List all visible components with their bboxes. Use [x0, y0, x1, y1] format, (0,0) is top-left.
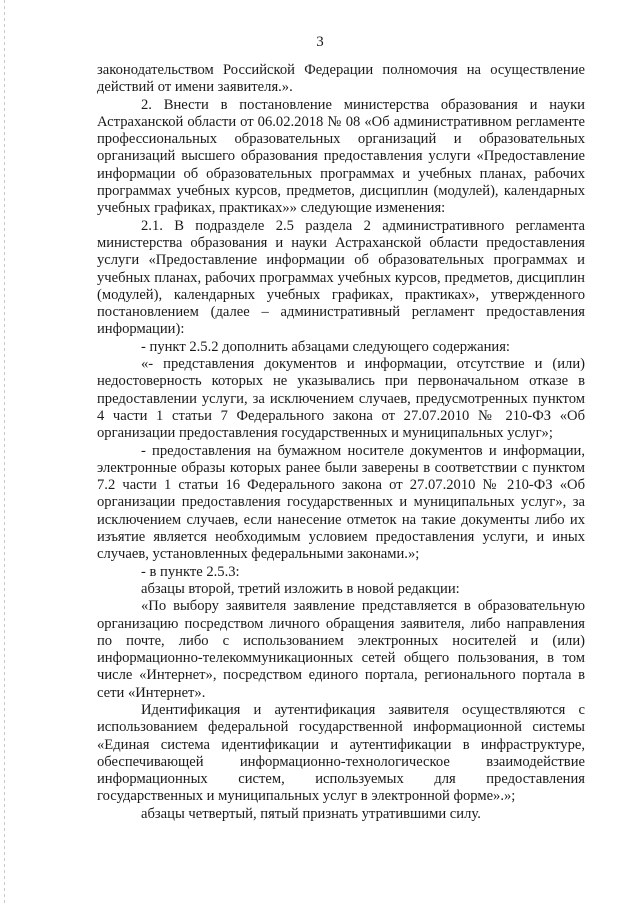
- paragraph-point-2-5-3: - в пункте 2.5.3:: [141, 563, 240, 580]
- paragraph-repeal: абзацы четвертый, пятый признать утратившими силу.: [141, 805, 481, 822]
- paragraph-identification: Идентификация и аутентификация заявителя осуществляются с использованием федеральной государственной информационной системы «Единая система идентификации и аутентификации в инфраструктуре, обеспечивающей информационно-технологическое взаимодействие информационных систем, используемых для предоставления государственных и муниципальных услуг в электронной форме».»;: [97, 701, 585, 805]
- paragraph-addition-2: - предоставления на бумажном носителе документов и информации, электронные образы которых ранее были заверены в соответствии с пунктом 7.2 части 1 статьи 16 Федерального закона от 27.07.2010 № 210-ФЗ «Об организации предоставления государственных и муниципальных услуг», за исключением случаев, если нанесение отметок на такие документы либо их изъятие является необходимым условием предоставления услуги, и иных случаев, установленных федеральными законами.»;: [97, 442, 585, 563]
- paragraph-submission: «По выбору заявителя заявление представляется в образовательную организацию посредством личного обращения заявителя, либо направления по почте, либо с использованием электронных носителей и (или) информационно-телекоммуникационных сетей общего пользования, в том числе «Интернет», посредством единого портала, регионального портала в сети «Интернет».: [97, 598, 585, 701]
- paragraph-item-2-1: 2.1. В подразделе 2.5 раздела 2 административного регламента министерства образования и науки Астраханской области предоставления услуги «Предоставление информации об образовательных программах и учебных планах, рабочих программах учебных курсов, предметов, дисциплин (модулей), календарных учебных графиках, практиках», утвержденного постановлением (далее – административный регламент предоставления информации):: [97, 217, 585, 338]
- paragraph-new-edition: абзацы второй, третий изложить в новой редакции:: [141, 580, 460, 597]
- paragraph-continuation: законодательством Российской Федерации полномочия на осуществление действий от имени заявителя.».: [97, 62, 585, 96]
- scan-edge-line: [4, 0, 5, 905]
- paragraph-addition-1: «- представления документов и информации, отсутствие и (или) недостоверность которых не указывались при первоначальном отказе в предоставлении услуги, за исключением случаев, предусмотренных пунктом 4 части 1 статьи 7 Федерального закона от 27.07.2010 № 210-ФЗ «Об организации предоставления государственных и муниципальных услуг»;: [97, 356, 585, 442]
- paragraph-item-2: 2. Внести в постановление министерства образования и науки Астраханской области от 06.02.2018 № 08 «Об административном регламенте профессиональных образовательных организаций и образовательных организаций высшего образования предоставления услуги «Предоставление информации об образовательных программах и учебных планах, рабочих программах учебных курсов, предметов, дисциплин (модулей), календарных учебных графиках, практиках»» следующие изменения:: [97, 96, 585, 217]
- page-number: 3: [316, 34, 324, 50]
- document-body: [97, 62, 585, 823]
- paragraph-point-2-5-2: - пункт 2.5.2 дополнить абзацами следующего содержания:: [141, 338, 510, 355]
